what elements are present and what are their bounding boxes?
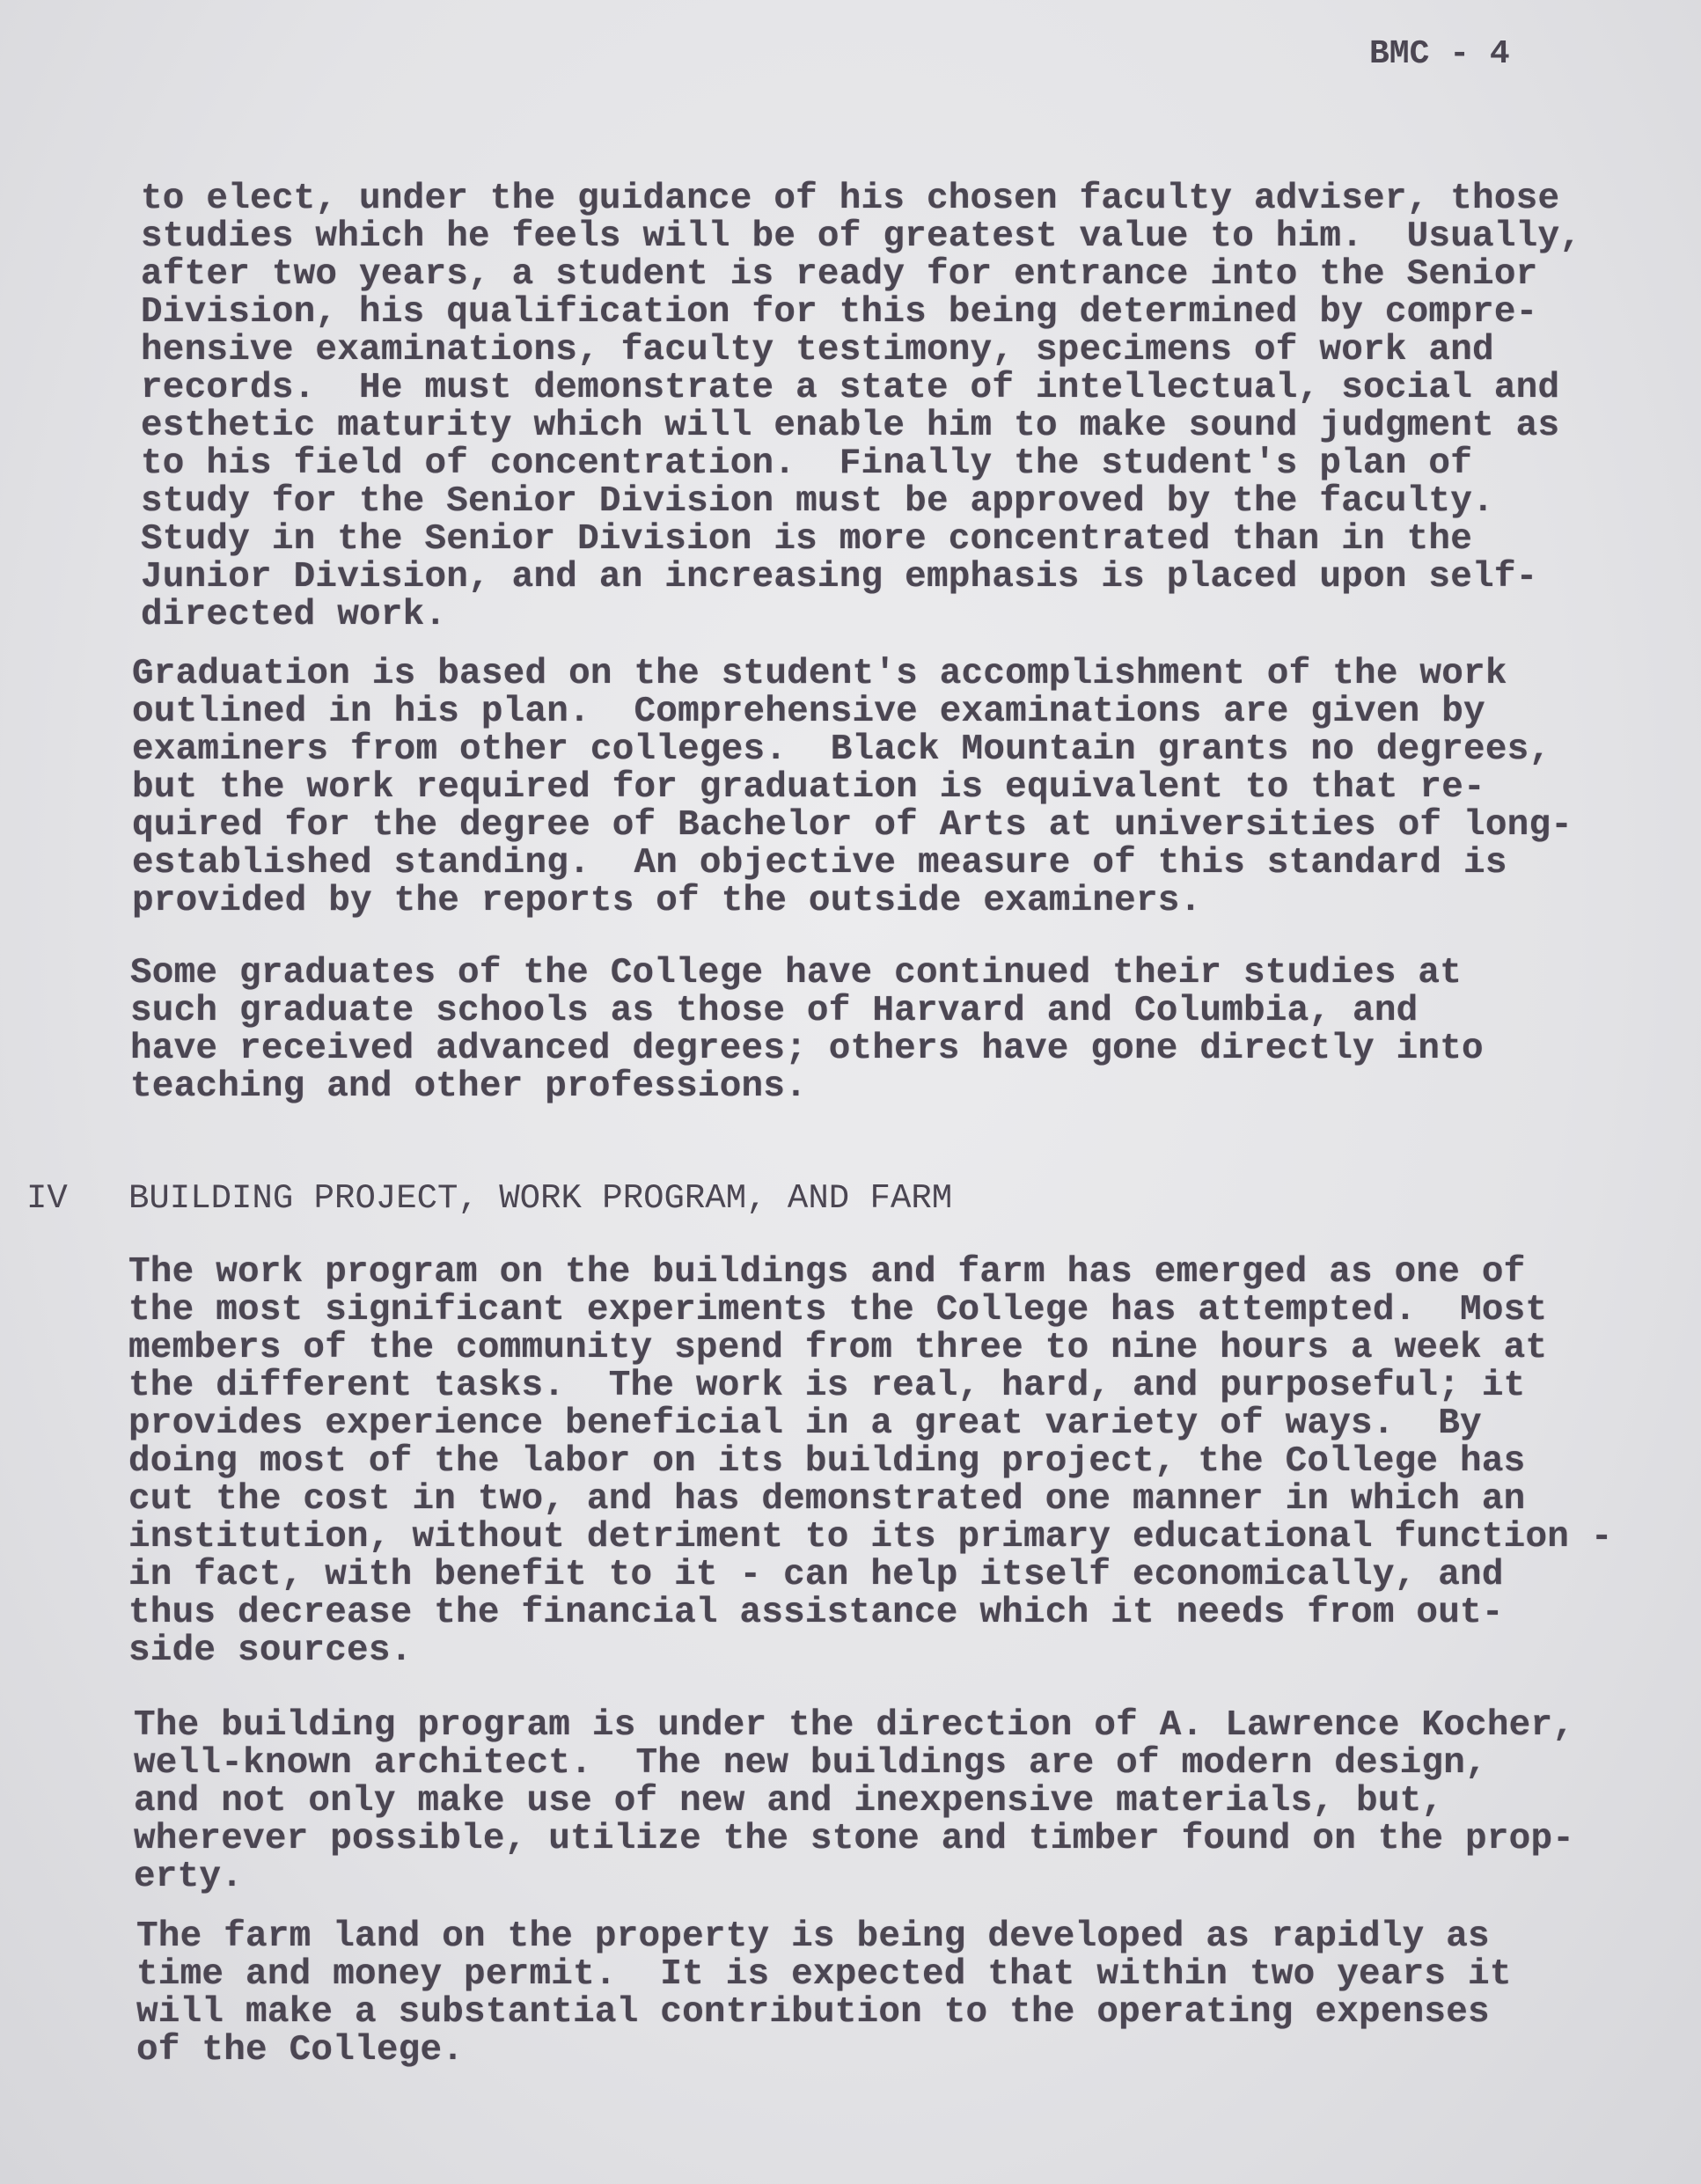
text-line: thus decrease the financial assistance which it needs from out-	[128, 1593, 1504, 1633]
section-number: IV	[26, 1179, 68, 1218]
text-line: Study in the Senior Division is more concentrated than in the	[141, 519, 1473, 560]
paragraph-farm	[136, 1918, 1512, 2070]
text-line: doing most of the labor on its building project, the College has	[128, 1441, 1526, 1482]
text-line: will make a substantial contribution to the operating expenses	[136, 1992, 1490, 2033]
text-line: the different tasks. The work is real, hard, and purposeful; it	[128, 1366, 1526, 1406]
text-line: directed work.	[141, 595, 447, 635]
text-line: wherever possible, utilize the stone and timber found on the prop-	[134, 1819, 1575, 1859]
text-line: to his field of concentration. Finally the student's plan of	[141, 443, 1473, 484]
section-title: BUILDING PROJECT, WORK PROGRAM, AND FARM	[128, 1179, 953, 1218]
text-line: provides experience beneficial in a great variety of ways. By	[128, 1403, 1482, 1444]
text-line: examiners from other colleges. Black Mountain grants no degrees,	[132, 729, 1551, 770]
text-line: well-known architect. The new buildings are of modern design,	[134, 1743, 1487, 1784]
text-line: teaching and other professions.	[130, 1066, 807, 1107]
text-line: after two years, a student is ready for entrance into the Senior	[141, 254, 1538, 295]
text-line: the most significant experiments the College has attempted. Most	[128, 1290, 1548, 1330]
paragraph-building-program	[134, 1707, 1574, 1896]
text-line: in fact, with benefit to it - can help itself economically, and	[128, 1555, 1504, 1595]
text-line: such graduate schools as those of Harvard and Columbia, and	[130, 991, 1419, 1031]
text-line: Graduation is based on the student's accomplishment of the work	[132, 654, 1507, 694]
text-line: and not only make use of new and inexpensive materials, but,	[134, 1781, 1444, 1821]
text-line: Some graduates of the College have continued their studies at	[130, 953, 1463, 993]
paragraph-curriculum	[141, 180, 1581, 634]
text-line: provided by the reports of the outside examiners.	[132, 881, 1202, 921]
paragraph-graduates	[130, 955, 1484, 1106]
text-line: records. He must demonstrate a state of intellectual, social and	[141, 368, 1560, 408]
text-line: quired for the degree of Bachelor of Arts at universities of long-	[132, 805, 1573, 846]
text-line: to elect, under the guidance of his chosen faculty adviser, those	[141, 179, 1560, 219]
text-line: have received advanced degrees; others have gone directly into	[130, 1029, 1484, 1069]
text-line: of the College.	[136, 2030, 465, 2070]
text-line: hensive examinations, faculty testimony, specimens of work and	[141, 330, 1494, 370]
text-line: established standing. An objective measure of this standard is	[132, 843, 1507, 883]
text-line: studies which he feels will be of greatest value to him. Usually,	[141, 216, 1582, 257]
paragraph-work-program	[128, 1254, 1613, 1670]
text-line: erty.	[134, 1857, 244, 1897]
text-line: study for the Senior Division must be approved by the faculty.	[141, 481, 1494, 522]
page-header: BMC - 4	[1369, 35, 1510, 73]
text-line: cut the cost in two, and has demonstrated one manner in which an	[128, 1479, 1526, 1520]
paragraph-graduation	[132, 656, 1573, 920]
text-line: Division, his qualification for this being determined by compre-	[141, 292, 1538, 333]
text-line: The work program on the buildings and farm has emerged as one of	[128, 1252, 1526, 1293]
text-line: side sources.	[128, 1631, 413, 1671]
text-line: outlined in his plan. Comprehensive examinations are given by	[132, 692, 1485, 732]
text-line: The farm land on the property is being developed as rapidly as	[136, 1916, 1490, 1957]
text-line: The building program is under the direction of A. Lawrence Kocher,	[134, 1705, 1575, 1746]
text-line: esthetic maturity which will enable him to make sound judgment as	[141, 406, 1560, 446]
text-line: members of the community spend from three to nine hours a week at	[128, 1328, 1548, 1368]
text-line: time and money permit. It is expected that within two years it	[136, 1954, 1512, 1995]
text-line: but the work required for graduation is equivalent to that re-	[132, 767, 1485, 808]
text-line: Junior Division, and an increasing emphasis is placed upon self-	[141, 557, 1538, 597]
text-line: institution, without detriment to its primary educational function -	[128, 1517, 1613, 1557]
